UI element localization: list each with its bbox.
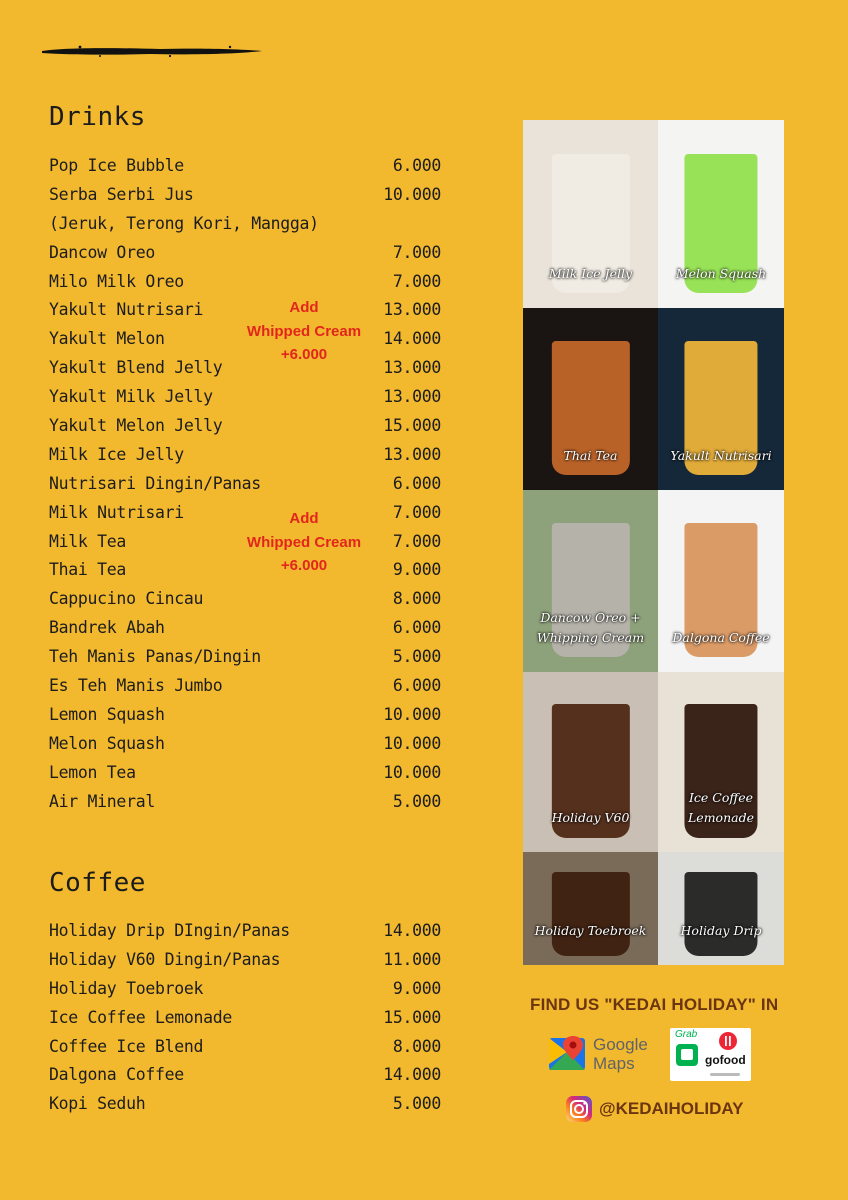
menu-item-name: Air Mineral bbox=[49, 791, 155, 811]
menu-item-price: 6.000 bbox=[392, 675, 441, 695]
menu-item-price: 10.000 bbox=[383, 184, 441, 204]
menu-item-price: 5.000 bbox=[392, 1094, 441, 1114]
menu-item-name: Melon Squash bbox=[49, 733, 165, 753]
menu-item-row bbox=[49, 729, 441, 758]
menu-item-name: Yakult Melon bbox=[49, 329, 165, 349]
drink-photo bbox=[658, 672, 784, 852]
menu-item-name: Lemon Squash bbox=[49, 704, 165, 724]
drink-photo bbox=[658, 490, 784, 672]
menu-item-price: 7.000 bbox=[392, 242, 441, 262]
drink-photo bbox=[658, 308, 784, 490]
addon-line: Whipped Cream bbox=[246, 533, 362, 551]
menu-item-row bbox=[49, 1089, 441, 1118]
drink-photo bbox=[523, 490, 658, 672]
photo-caption: Milk Ice Jelly bbox=[548, 266, 633, 281]
photo-caption: Thai Tea bbox=[563, 448, 618, 463]
menu-item-row bbox=[49, 758, 441, 787]
addon-price: +6.000 bbox=[280, 346, 328, 363]
menu-item-row bbox=[49, 267, 441, 296]
menu-item-row bbox=[49, 469, 441, 498]
menu-item-price: 10.000 bbox=[383, 704, 441, 724]
menu-item-price: 10.000 bbox=[383, 762, 441, 782]
menu-item-price: 9.000 bbox=[392, 978, 441, 998]
drink-photo bbox=[523, 672, 658, 852]
menu-item-name: Lemon Tea bbox=[49, 762, 136, 782]
photo-caption: Holiday Toebroek bbox=[534, 923, 647, 938]
grab-gofood-badge[interactable] bbox=[670, 1028, 751, 1081]
menu-item-name: Milo Milk Oreo bbox=[49, 271, 184, 291]
instagram-icon bbox=[565, 1095, 593, 1123]
drink-photo bbox=[523, 852, 658, 965]
menu-item-row bbox=[49, 382, 441, 411]
brush-stroke-decoration bbox=[40, 44, 264, 58]
menu-item-name: Nutrisari Dingin/Panas bbox=[49, 473, 261, 493]
photo-caption: Holiday V60 bbox=[551, 810, 630, 825]
menu-item-name: Cappucino Cincau bbox=[49, 589, 204, 609]
menu-item-price: 14.000 bbox=[383, 329, 441, 349]
menu-item-price: 10.000 bbox=[383, 733, 441, 753]
addon-price: +6.000 bbox=[280, 557, 328, 574]
menu-item-row bbox=[49, 1003, 441, 1032]
google-maps-logo[interactable] bbox=[547, 1034, 648, 1074]
google-maps-icon bbox=[547, 1034, 587, 1074]
addon-line: Add bbox=[289, 299, 319, 316]
photo-caption bbox=[537, 608, 644, 648]
menu-item-name: (Jeruk, Terong Kori, Mangga) bbox=[49, 213, 319, 233]
menu-item-name: Bandrek Abah bbox=[49, 618, 165, 638]
menu-item-row bbox=[49, 642, 441, 671]
drink-photo-grid bbox=[523, 120, 784, 965]
menu-item-row bbox=[49, 613, 441, 642]
menu-item-row bbox=[49, 440, 441, 469]
menu-item-name: Yakult Nutrisari bbox=[49, 300, 204, 320]
menu-item-name: Milk Ice Jelly bbox=[49, 444, 184, 464]
drink-photo bbox=[523, 308, 658, 490]
menu-item-name: Holiday Drip DIngin/Panas bbox=[49, 920, 290, 940]
menu-item-row bbox=[49, 916, 441, 945]
photo-caption-line: Dancow Oreo + bbox=[540, 610, 641, 625]
menu-item-row bbox=[49, 700, 441, 729]
menu-item-price: 14.000 bbox=[383, 1065, 441, 1085]
photo-caption-line: Whipping Cream bbox=[536, 630, 645, 645]
find-us-heading: FIND US "KEDAI HOLIDAY" IN bbox=[530, 995, 779, 1014]
google-maps-label: Google bbox=[593, 1035, 648, 1054]
menu-item-name: Milk Tea bbox=[49, 531, 127, 551]
menu-item-row bbox=[49, 1060, 441, 1089]
menu-item-price: 15.000 bbox=[383, 415, 441, 435]
menu-item-row bbox=[49, 945, 441, 974]
menu-item-price: 7.000 bbox=[392, 502, 441, 522]
drinks-section-title: Drinks bbox=[49, 102, 146, 132]
menu-item-row bbox=[49, 671, 441, 700]
menu-item-price: 13.000 bbox=[383, 444, 441, 464]
menu-item-name: Holiday V60 Dingin/Panas bbox=[49, 949, 281, 969]
menu-item-name: Thai Tea bbox=[49, 560, 127, 580]
menu-item-name: Dalgona Coffee bbox=[49, 1065, 184, 1085]
photo-caption: Ice Coffee Lemonade bbox=[688, 790, 754, 825]
gofood-label: gofood bbox=[705, 1053, 746, 1067]
whipped-cream-addon-note bbox=[244, 507, 364, 578]
whipped-cream-addon-note bbox=[244, 296, 364, 367]
menu-item-price: 8.000 bbox=[392, 589, 441, 609]
menu-item-row bbox=[49, 1032, 441, 1061]
photo-caption: Yakult Nutrisari bbox=[670, 448, 772, 463]
google-maps-label: Maps bbox=[593, 1054, 635, 1073]
menu-item-name: Milk Nutrisari bbox=[49, 502, 184, 522]
menu-item-name: Kopi Seduh bbox=[49, 1094, 146, 1114]
photo-caption: Dalgona Coffee bbox=[672, 630, 770, 645]
menu-item-price: 7.000 bbox=[392, 531, 441, 551]
menu-item-name: Holiday Toebroek bbox=[49, 978, 204, 998]
menu-item-price: 6.000 bbox=[392, 473, 441, 493]
menu-item-price: 13.000 bbox=[383, 300, 441, 320]
menu-item-price: 5.000 bbox=[392, 791, 441, 811]
menu-item-name: Yakult Milk Jelly bbox=[49, 387, 213, 407]
drink-photo bbox=[658, 852, 784, 965]
menu-item-price: 5.000 bbox=[392, 647, 441, 667]
addon-line: Whipped Cream bbox=[246, 322, 362, 340]
coffee-menu-list bbox=[49, 916, 441, 1118]
drink-photo bbox=[658, 120, 784, 308]
menu-item-name: Pop Ice Bubble bbox=[49, 155, 184, 175]
menu-item-name: Dancow Oreo bbox=[49, 242, 155, 262]
drink-glass-illustration bbox=[684, 872, 757, 956]
menu-item-name: Es Teh Manis Jumbo bbox=[49, 675, 223, 695]
menu-item-row bbox=[49, 411, 441, 440]
drink-glass-illustration bbox=[551, 872, 629, 956]
menu-item-name: Coffee Ice Blend bbox=[49, 1036, 204, 1056]
menu-item-row bbox=[49, 787, 441, 816]
instagram-link[interactable] bbox=[565, 1095, 743, 1123]
photo-caption: Melon Squash bbox=[675, 266, 767, 281]
menu-item-price: 15.000 bbox=[383, 1007, 441, 1027]
instagram-handle: @KEDAIHOLIDAY bbox=[599, 1099, 744, 1118]
menu-item-price: 9.000 bbox=[392, 560, 441, 580]
menu-item-row bbox=[49, 584, 441, 613]
menu-item-price: 8.000 bbox=[392, 1036, 441, 1056]
menu-item-row bbox=[49, 209, 441, 238]
menu-item-row bbox=[49, 180, 441, 209]
drink-photo bbox=[523, 120, 658, 308]
photo-caption: Holiday Drip bbox=[680, 923, 762, 938]
menu-item-name: Ice Coffee Lemonade bbox=[49, 1007, 233, 1027]
menu-item-name: Teh Manis Panas/Dingin bbox=[49, 647, 261, 667]
menu-item-row bbox=[49, 238, 441, 267]
coffee-section-title: Coffee bbox=[49, 868, 146, 898]
menu-item-row bbox=[49, 974, 441, 1003]
menu-item-price: 6.000 bbox=[392, 618, 441, 638]
grab-label: Grab bbox=[675, 1029, 698, 1040]
menu-item-name: Yakult Blend Jelly bbox=[49, 358, 223, 378]
drinks-menu-list bbox=[49, 151, 441, 815]
addon-line: Add bbox=[289, 510, 319, 527]
menu-item-price: 6.000 bbox=[392, 155, 441, 175]
menu-item-price: 14.000 bbox=[383, 920, 441, 940]
menu-item-name: Yakult Melon Jelly bbox=[49, 415, 223, 435]
menu-item-price: 7.000 bbox=[392, 271, 441, 291]
menu-item-price: 11.000 bbox=[383, 949, 441, 969]
menu-item-price: 13.000 bbox=[383, 387, 441, 407]
menu-item-row bbox=[49, 151, 441, 180]
menu-item-name: Serba Serbi Jus bbox=[49, 184, 194, 204]
menu-item-price: 13.000 bbox=[383, 358, 441, 378]
